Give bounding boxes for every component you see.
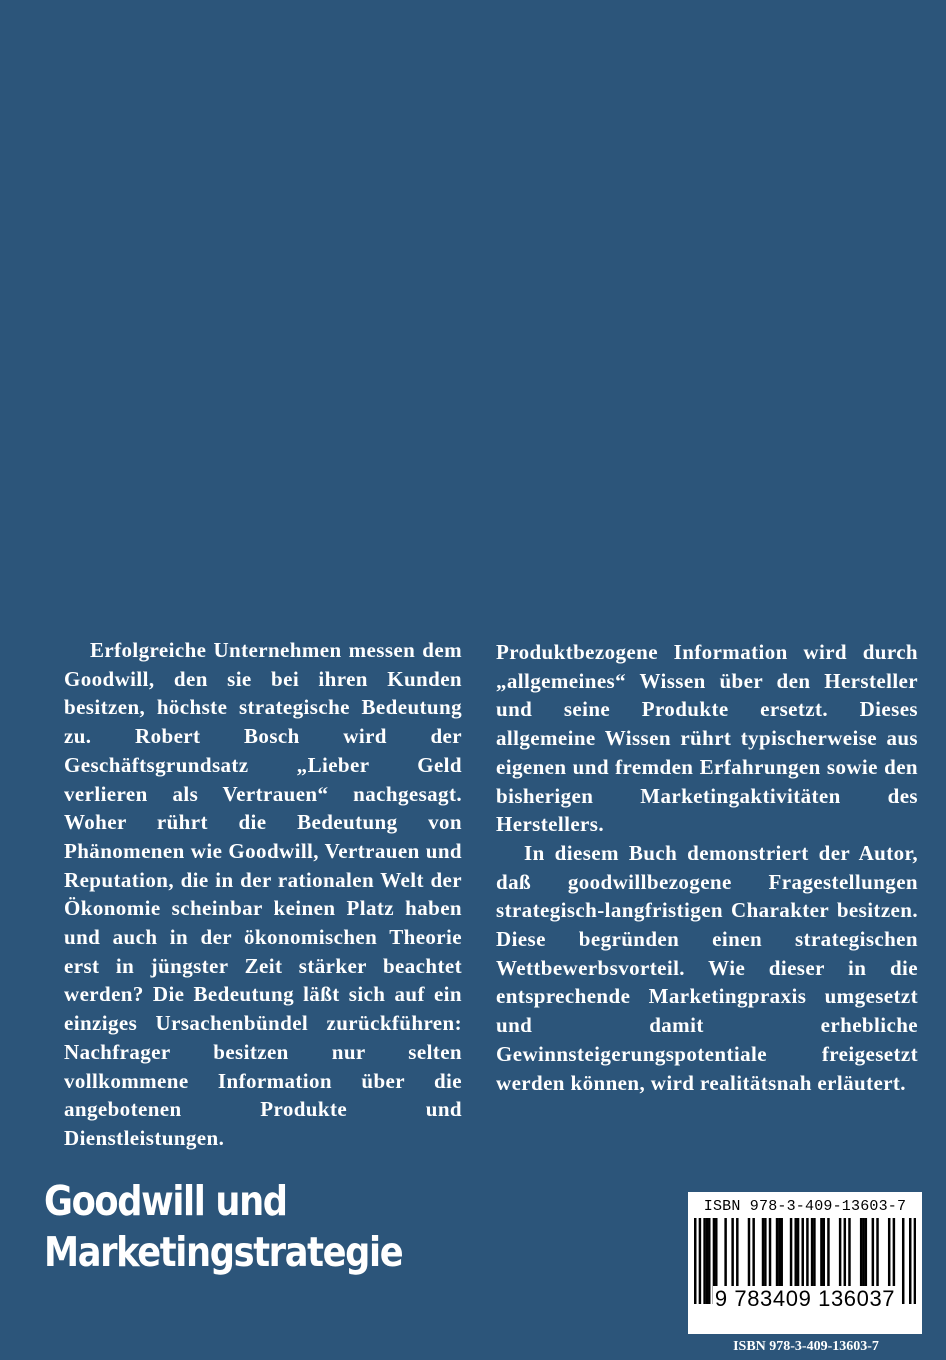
book-title-line-1: Goodwill und <box>44 1177 287 1225</box>
ean-digits-text: 9 783409 136037 <box>714 1286 896 1311</box>
blurb-left-column <box>64 636 462 1153</box>
blurb-right-column <box>496 638 918 1097</box>
isbn-footer: ISBN 978-3-409-13603-7 <box>733 1339 879 1354</box>
barcode-panel <box>688 1192 922 1334</box>
barcode-isbn-label: ISBN 978-3-409-13603-7 <box>703 1198 907 1215</box>
book-title <box>44 1176 402 1278</box>
ean-digits <box>688 1286 922 1312</box>
blurb-paragraph-2: Produktbezogene Information wird durch „allgemeines“ Wissen über den Hersteller und seine Produkte ersetzt. Dieses allgemeine Wissen rührt typischerweise aus eigenen und fremden Erfahrungen sowie den bisherigen Marketingaktivitäten des Herstellers. <box>496 640 918 837</box>
blurb-paragraph-1: Erfolgreiche Unternehmen messen dem Goodwill, den sie bei ihren Kunden besitzen, höchste strategische Bedeutung zu. Robert Bosch wird der Geschäftsgrundsatz „Lieber Geld verlieren als Vertrauen“ nachgesagt. Woher rührt die Bedeutung von Phänomenen wie Goodwill, Vertrauen und Reputation, die in der rationalen Welt der Ökonomie scheinbar keinen Platz haben und auch in der ökonomischen Theorie erst in jüngster Zeit stärker beachtet werden? Die Bedeutung läßt sich auf ein einziges Ursachenbündel zurückführen: Nachfrager besitzen nur selten vollkommene Information über die angebotenen Produkte und Dienstleistungen. <box>64 638 462 1150</box>
blurb-paragraph-3: In diesem Buch demonstriert der Autor, daß goodwillbezogene Fragestellungen strategisch-langfristigen Charakter besitzen. Diese begründen einen strategischen Wettbewerbsvorteil. Wie dieser in die entsprechende Marketingpraxis umgesetzt und damit erhebliche Gewinnsteigerungspotentiale freigesetzt werden können, wird realitätsnah erläutert. <box>496 840 918 1095</box>
book-title-line-2: Marketingstrategie <box>44 1228 403 1276</box>
